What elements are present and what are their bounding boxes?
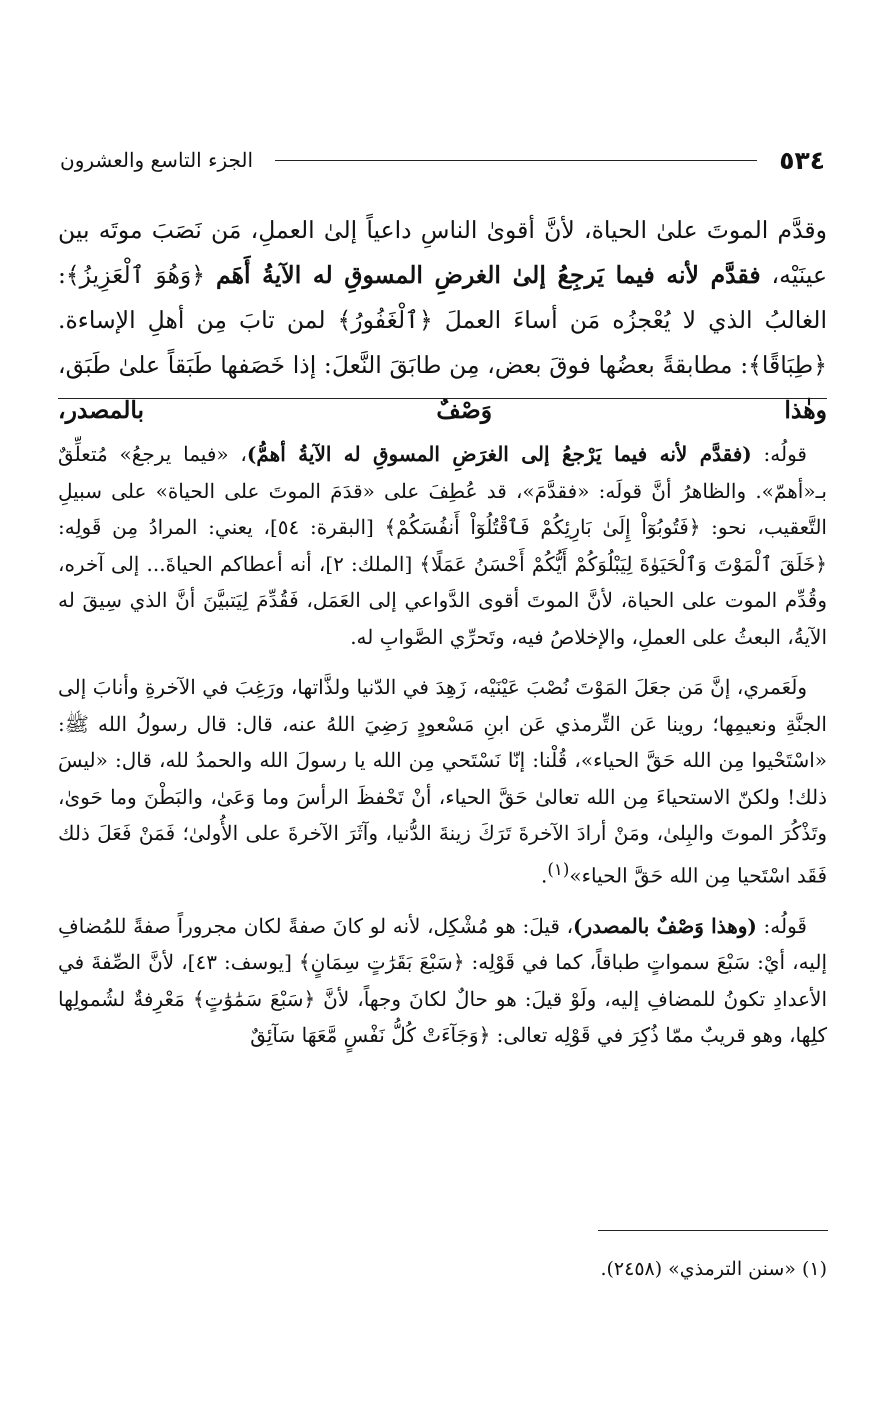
- commentary-paragraph-3: [58, 908, 827, 1054]
- commentary-quote: (وهذا وَصْفٌ بالمصدر): [573, 913, 757, 938]
- running-title: الجزء التاسع والعشرون: [60, 148, 254, 172]
- main-text-part-2: ﴿وَهُوَ ٱلْعَزِيزُ﴾: الغالبُ الذي لا يُعْجزُه مَن أساءَ العملَ ﴿ٱلْغَفُورُ﴾ لمن تابَ مِن أهلِ الإساءة. ﴿طِبَاقًا﴾: مطابقةً بعضُها فوقَ بعض، مِن طابَقَ النَّعلَ: إذا خَصَفها طَبَقاً علىٰ طَبَق،: [58, 261, 827, 379]
- main-text-bold-2: وهٰذا وَصْفٌ بالمصدر،: [58, 396, 827, 424]
- page-header: [60, 140, 825, 180]
- page-number: ٥٣٤: [779, 145, 825, 175]
- text-commentary-divider: [58, 398, 827, 399]
- commentary-quote: (فقدَّم لأنه فيما يَرْجعُ إلى الغرَضِ المسوقِ له الآيةُ أهمُّ): [246, 442, 752, 466]
- footnote: (١) «سنن الترمذي» (٢٤٥٨).: [600, 1258, 827, 1280]
- commentary-label: قولُه:: [751, 442, 807, 466]
- main-text: [58, 208, 827, 433]
- header-rule: [275, 160, 757, 161]
- commentary-label: قَولُه:: [756, 913, 807, 938]
- commentary-body: ولَعَمري، إنَّ مَن جعَلَ المَوْتَ نُصْبَ عَيْنَيْه، زَهِدَ في الدّنيا ولذَّاتها، ورَغِبَ في الآخرةِ وأنابَ إلى الجنَّةِ ونعيمِها؛ روينا عَن التِّرمذي عَن ابنِ مَسْعودٍ رَضِيَ اللهُ عنه، قال: قال رسولُ الله ﷺ: «اسْتَحْيوا مِن الله حَقَّ الحياء»، قُلْنا: إنّا نَسْتَحي مِن الله يا رسولَ الله والحمدُ لله، قال: «ليسَ ذلك! ولكنّ الاستحياءَ مِن الله تعالىٰ حَقَّ الحياء، أنْ تَحْفظَ الرأسَ وما وَعَىٰ، والبَطْنَ وما حَوىٰ، وتَذْكُرَ الموتَ والبِلىٰ، ومَنْ أرادَ الآخرةَ تَرَكَ زينةَ الدُّنيا، وآثَرَ الآخرةَ على الأُولىٰ؛ فَمَنْ فَعَلَ ذلك فَقَد اسْتَحيا مِن الله حَقَّ الحياء»: [58, 675, 828, 888]
- main-text-part-1: وقدَّم الموتَ علىٰ الحياة، لأنَّ أقوىٰ الناسِ داعياً إلىٰ العملِ، مَن نَصَبَ موتَه بين عينَيْه،: [58, 216, 828, 289]
- footnote-reference[interactable]: (١): [547, 859, 570, 879]
- footnote-rule: [598, 1230, 828, 1231]
- commentary-body: ، «فيما يرجعُ» مُتعلِّقٌ بـ«أهمّ». والظاهرُ أنَّ قولَه: «فقدَّمَ»، قد عُطِفَ على «قدَمَ الموتَ على الحياة» على سبيلِ التَّعقيب، نحو: ﴿فَتُوبُوٓاْ إِلَىٰ بَارِئِكُمْ فَٱقْتُلُوٓاْ أَنفُسَكُمْ﴾ [البقرة: ٥٤]، يعني: المرادُ مِن قَولِه: ﴿خَلَقَ ٱلْمَوْتَ وَٱلْحَيَوٰةَ لِيَبْلُوَكُمْ أَيُّكُمْ أَحْسَنُ عَمَلًا﴾ [الملك: ٢]، أنه أعطاكم الحياةَ... إلى آخره، وقُدِّم الموت على الحياة، لأنَّ الموتَ أقوى الدَّواعي إلى العَمَل، فَقُدِّمَ لِيَتبيَّنَ أنَّ الذي سِيقَ له الآيةُ، البعثُ على العملِ، والإخلاصُ فيه، وتَحرِّي الصَّوابِ له.: [58, 442, 827, 649]
- main-text-bold-1: فقدَّم لأنه فيما يَرجِعُ إلىٰ الغرضِ المسوقِ له الآيةُ أَهَم: [215, 261, 761, 289]
- commentary-body: ، قيلَ: هو مُشْكِل، لأنه لو كانَ صفةً لكان مجروراً صفةً للمُضافِ إليه، أيْ: سَبْعَ سمواتٍ طباقاً، كما في قَوْلِه: ﴿سَبْعَ بَقَرَٰتٍ سِمَانٍ﴾ [يوسف: ٤٣]، لأنَّ الصِّفةَ في الأعدادِ تكونُ للمضافِ إليه، ولَوْ قيلَ: هو حالٌ لكانَ وجهاً، لأنَّ ﴿سَبْعَ سَمَٰوَٰتٍ﴾ مَعْرِفةٌ لشُمولِها كلِها، وهو قريبٌ ممّا ذُكِرَ في قَوْلِه تعالى: ﴿وَجَآءَتْ كُلُّ نَفْسٍ مَّعَهَا سَآئِقٌ: [58, 913, 827, 1048]
- commentary-paragraph-2: [58, 669, 827, 894]
- commentary-end: .: [541, 863, 548, 888]
- commentary-paragraph-1: [58, 436, 827, 655]
- commentary: [58, 436, 827, 1068]
